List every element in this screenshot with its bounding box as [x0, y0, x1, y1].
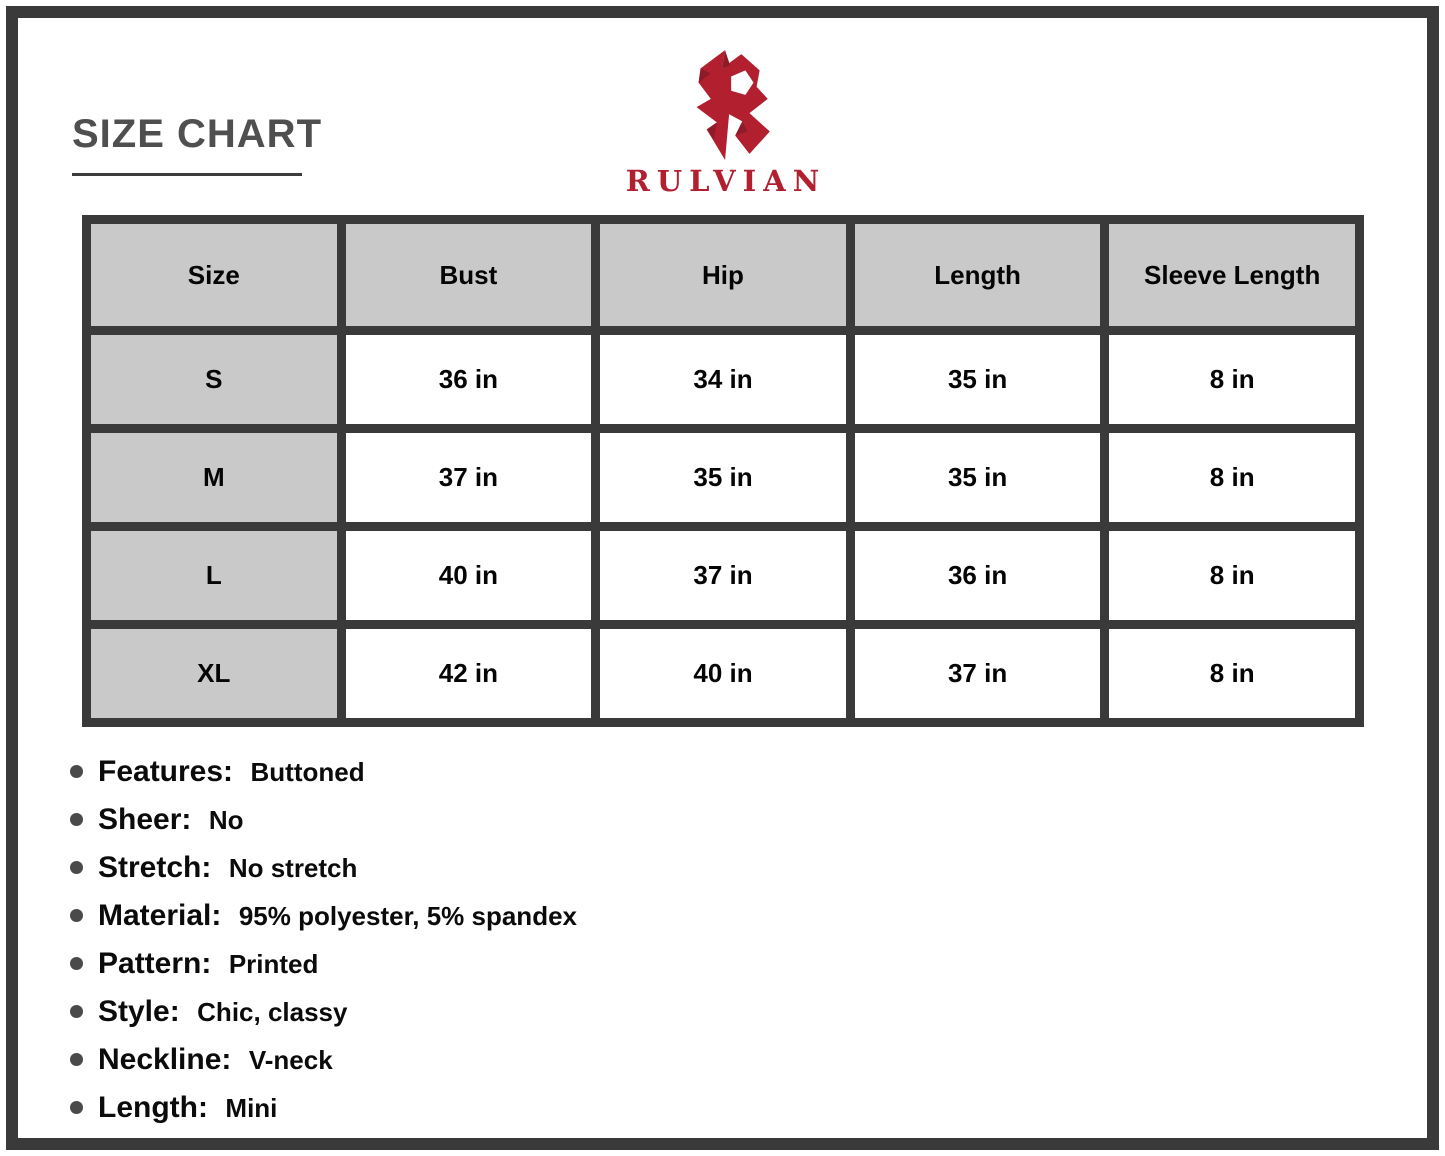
title-block — [72, 112, 322, 176]
table-row-l — [87, 527, 1360, 625]
bust-cell: 40 in — [341, 527, 596, 625]
bullet-dot-icon — [70, 909, 83, 922]
detail-label: Material: — [98, 899, 222, 932]
hip-cell: 40 in — [596, 625, 851, 723]
bullet-dot-icon — [70, 1053, 83, 1066]
detail-item-neckline — [70, 1036, 577, 1084]
hip-cell: 34 in — [596, 331, 851, 429]
rulvian-r-mark-icon — [667, 46, 779, 160]
detail-value: No — [208, 805, 244, 835]
detail-label: Style: — [98, 995, 180, 1028]
hip-cell: 37 in — [596, 527, 851, 625]
detail-label: Length: — [98, 1091, 208, 1124]
detail-value: Chic, classy — [197, 997, 348, 1027]
column-header-hip: Hip — [596, 220, 851, 331]
sleeve-length-cell: 8 in — [1105, 625, 1360, 723]
size-cell: L — [87, 527, 342, 625]
length-cell: 35 in — [850, 331, 1105, 429]
detail-value: Mini — [225, 1093, 278, 1123]
detail-value: No stretch — [228, 853, 358, 883]
column-header-bust: Bust — [341, 220, 596, 331]
size-chart-table — [82, 215, 1364, 727]
detail-value: Buttoned — [250, 757, 365, 787]
product-details-list — [70, 748, 577, 1132]
table-row-m — [87, 429, 1360, 527]
table-header-row — [87, 220, 1360, 331]
sleeve-length-cell: 8 in — [1105, 331, 1360, 429]
table-header — [87, 220, 1360, 331]
brand-logo — [593, 46, 853, 198]
bullet-dot-icon — [70, 1005, 83, 1018]
detail-item-material — [70, 892, 577, 940]
length-cell: 37 in — [850, 625, 1105, 723]
length-cell: 36 in — [850, 527, 1105, 625]
detail-item-stretch — [70, 844, 577, 892]
size-cell: S — [87, 331, 342, 429]
table-row-xl — [87, 625, 1360, 723]
bust-cell: 37 in — [341, 429, 596, 527]
size-cell: XL — [87, 625, 342, 723]
page-title: SIZE CHART — [72, 112, 322, 156]
detail-item-features — [70, 748, 577, 796]
hip-cell: 35 in — [596, 429, 851, 527]
sleeve-length-cell: 8 in — [1105, 429, 1360, 527]
title-underline — [72, 173, 302, 176]
detail-item-style — [70, 988, 577, 1036]
sleeve-length-cell: 8 in — [1105, 527, 1360, 625]
bullet-dot-icon — [70, 765, 83, 778]
table-body — [87, 331, 1360, 723]
detail-label: Stretch: — [98, 851, 212, 884]
bullet-dot-icon — [70, 957, 83, 970]
table-row-s — [87, 331, 1360, 429]
bullet-dot-icon — [70, 861, 83, 874]
detail-value: V-neck — [248, 1045, 333, 1075]
brand-name: RULVIAN — [625, 164, 827, 198]
detail-item-length — [70, 1084, 577, 1132]
detail-value: 95% polyester, 5% spandex — [238, 901, 577, 931]
detail-label: Neckline: — [98, 1043, 232, 1076]
detail-label: Pattern: — [98, 947, 212, 980]
size-cell: M — [87, 429, 342, 527]
length-cell: 35 in — [850, 429, 1105, 527]
column-header-length: Length — [850, 220, 1105, 331]
detail-item-pattern — [70, 940, 577, 988]
bullet-dot-icon — [70, 1101, 83, 1114]
detail-value: Printed — [228, 949, 319, 979]
bust-cell: 42 in — [341, 625, 596, 723]
detail-label: Features: — [98, 755, 234, 788]
column-header-size: Size — [87, 220, 342, 331]
column-header-sleeve-length: Sleeve Length — [1105, 220, 1360, 331]
detail-label: Sheer: — [98, 803, 192, 836]
bust-cell: 36 in — [341, 331, 596, 429]
detail-item-sheer — [70, 796, 577, 844]
bullet-dot-icon — [70, 813, 83, 826]
